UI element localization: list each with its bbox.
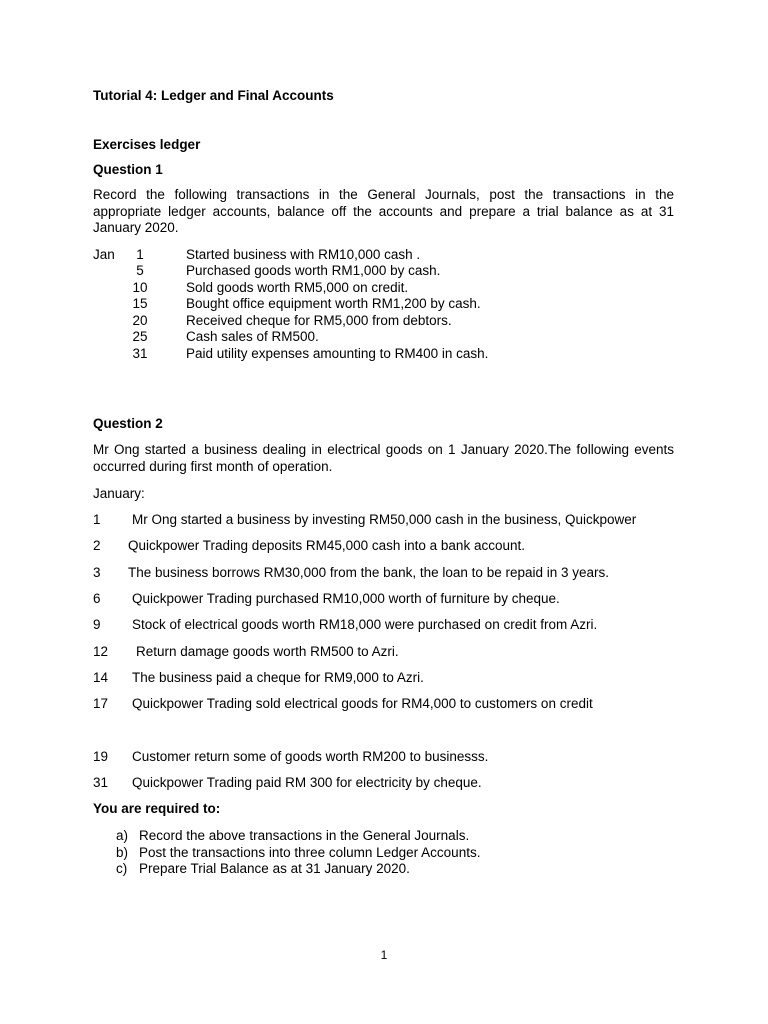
month-label: Jan: [93, 247, 115, 262]
required-heading: You are required to:: [93, 801, 221, 816]
question-2-heading: Question 2: [93, 416, 163, 431]
event-text: Quickpower Trading sold electrical goods for RM4,000 to customers on credit: [132, 696, 593, 711]
transaction-day: 25: [132, 329, 148, 344]
document-title: Tutorial 4: Ledger and Final Accounts: [93, 88, 334, 103]
list-text: Record the above transactions in the General Journals.: [139, 828, 470, 843]
transaction-day: 10: [132, 280, 148, 295]
event-text: The business paid a cheque for RM9,000 to Azri.: [132, 670, 424, 685]
transaction-text: Sold goods worth RM5,000 on credit.: [186, 280, 409, 295]
transaction-text: Paid utility expenses amounting to RM400 in cash.: [186, 346, 489, 361]
transaction-text: Cash sales of RM500.: [186, 329, 319, 344]
january-label: January:: [93, 486, 145, 501]
transaction-day: 5: [136, 263, 144, 278]
section-heading: Exercises ledger: [93, 137, 201, 152]
question-1-instructions: Record the following transactions in the General Journals, post the transactions in the appropriate ledger accounts, balance off the accounts and prepare a trial balance as at 31 January 2020.: [93, 187, 674, 236]
event-text: Quickpower Trading paid RM 300 for electricity by cheque.: [132, 775, 482, 790]
list-text: Post the transactions into three column Ledger Accounts.: [139, 845, 481, 860]
event-day: 12: [93, 644, 109, 659]
transaction-text: Received cheque for RM5,000 from debtors.: [186, 313, 452, 328]
transaction-day: 20: [132, 313, 148, 328]
event-text: Stock of electrical goods worth RM18,000 were purchased on credit from Azri.: [132, 617, 598, 632]
event-text: Quickpower Trading deposits RM45,000 cash into a bank account.: [128, 538, 525, 553]
list-marker: b): [116, 845, 129, 860]
transaction-text: Bought office equipment worth RM1,200 by cash.: [186, 296, 481, 311]
event-day: 6: [93, 591, 101, 606]
event-text: The business borrows RM30,000 from the bank, the loan to be repaid in 3 years.: [128, 565, 610, 580]
question-2-intro: Mr Ong started a business dealing in electrical goods on 1 January 2020.The following events occurred during first month of operation.: [93, 442, 674, 474]
page-number: 1: [380, 948, 388, 962]
event-day: 9: [93, 617, 101, 632]
event-day: 31: [93, 775, 109, 790]
event-text: Mr Ong started a business by investing RM50,000 cash in the business, Quickpower: [132, 512, 637, 527]
event-day: 17: [93, 696, 109, 711]
event-text: Customer return some of goods worth RM200 to businesss.: [132, 749, 489, 764]
event-day: 1: [93, 512, 101, 527]
transaction-text: Started business with RM10,000 cash .: [186, 247, 421, 262]
transaction-text: Purchased goods worth RM1,000 by cash.: [186, 263, 441, 278]
transaction-day: 1: [136, 247, 144, 262]
question-1-heading: Question 1: [93, 162, 163, 177]
list-marker: a): [116, 828, 129, 843]
list-marker: c): [116, 861, 128, 876]
event-text: Return damage goods worth RM500 to Azri.: [136, 644, 399, 659]
list-text: Prepare Trial Balance as at 31 January 2020.: [139, 861, 410, 876]
transaction-day: 15: [132, 296, 148, 311]
event-day: 3: [93, 565, 101, 580]
event-text: Quickpower Trading purchased RM10,000 worth of furniture by cheque.: [132, 591, 560, 606]
event-day: 2: [93, 538, 101, 553]
transaction-day: 31: [132, 346, 148, 361]
event-day: 14: [93, 670, 109, 685]
event-day: 19: [93, 749, 109, 764]
